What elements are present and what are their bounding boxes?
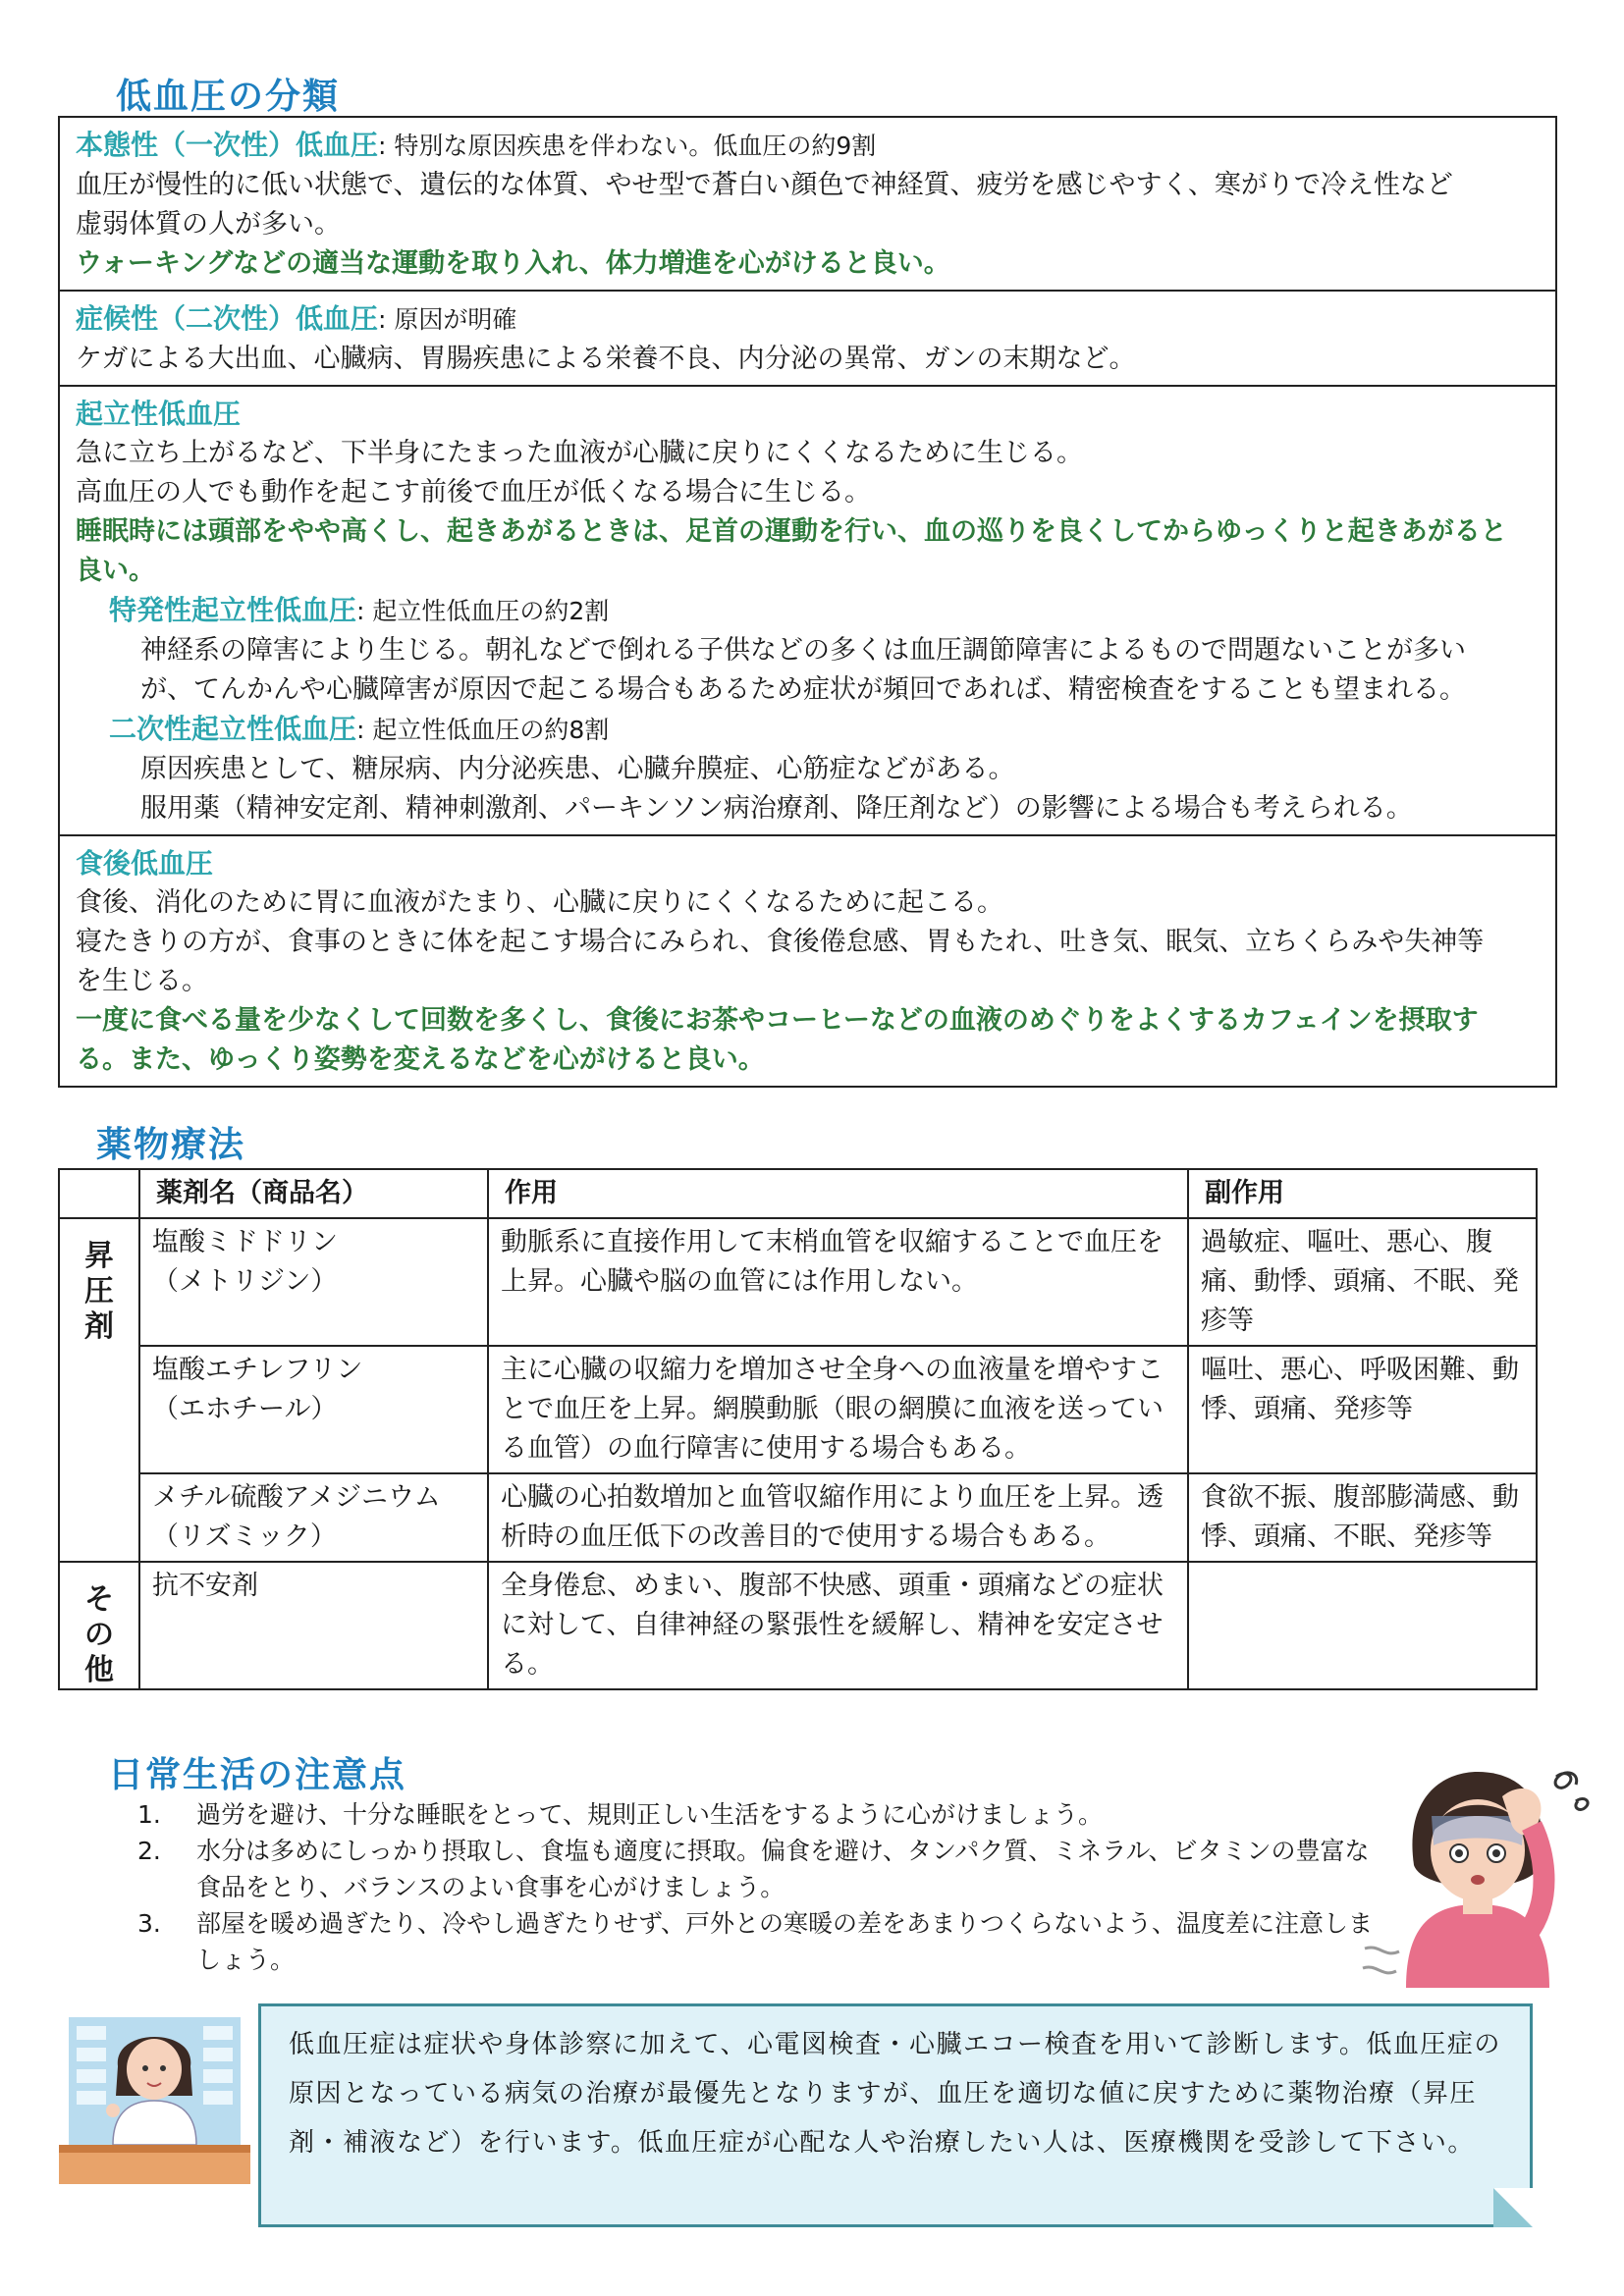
body-line: を生じる。 xyxy=(76,966,208,996)
body-line: 急に立ち上がるなど、下半身にたまった血液が心臓に戻りにくくなるために生じる。 xyxy=(76,438,1083,468)
body-line: 服用薬（精神安定剤、精神刺激剤、パーキンソン病治療剤、降圧剤など）の影響による場合も考えられる。 xyxy=(140,793,1413,824)
classification-box xyxy=(58,116,1557,1088)
section-note: : 原因が明確 xyxy=(378,305,517,334)
list-text: 水分は多めにしっかり摂取し、食塩も適度に摂取。偏食を避け、タンパク質、ミネラル、ビタミンの豊富な食品をとり、バランスのよい食事を心がけましょう。 xyxy=(196,1837,1370,1901)
drug-name-cell xyxy=(139,1346,488,1473)
section-title: 食後低血圧 xyxy=(76,847,214,880)
orthostatic-hypotension-section xyxy=(60,385,1555,834)
table-row xyxy=(59,1562,1537,1689)
drug-name-cell xyxy=(139,1562,488,1689)
section-note: : 特別な原因疾患を伴わない。低血圧の約9割 xyxy=(378,132,877,160)
drug-name-cell xyxy=(139,1473,488,1562)
advice-line: 睡眠時には頭部をやや高くし、起きあがるときは、足首の運動を行い、血の巡りを良くしてからゆっくりと起きあがると xyxy=(76,516,1507,547)
drug-name: 抗不安剤 xyxy=(152,1571,258,1601)
group-label-char: 昇 xyxy=(84,1239,114,1273)
body-line: ケガによる大出血、心臓病、胃腸疾患による栄養不良、内分泌の異常、ガンの末期など。 xyxy=(76,344,1136,374)
body-line: 神経系の障害により生じる。朝礼などで倒れる子供などの多くは血圧調節障害によるもので問題ないことが多い xyxy=(140,635,1466,666)
secondary-orthostatic-subsection-title xyxy=(76,710,1540,750)
table-row xyxy=(59,1473,1537,1562)
drug-brand: （メトリジン） xyxy=(152,1266,338,1297)
body-line: 虚弱体質の人が多い。 xyxy=(76,209,341,240)
advice-line: る。また、ゆっくり姿勢を変えるなどを心がけると良い。 xyxy=(76,1044,765,1075)
drug-name-cell xyxy=(139,1218,488,1346)
group-label-char: 剤 xyxy=(84,1309,114,1344)
body-line: 血圧が慢性的に低い状態で、遺伝的な体質、やせ型で蒼白い顔色で神経質、疲労を感じやすく、寒がりで冷え性など xyxy=(76,170,1453,200)
list-item xyxy=(137,1905,1375,1978)
drug-action: 全身倦怠、めまい、腹部不快感、頭重・頭痛などの症状に対して、自律神経の緊張性を緩解し、精神を安定させる。 xyxy=(488,1562,1188,1689)
body-line: 食後、消化のために胃に血液がたまり、心臓に戻りにくくなるために起こる。 xyxy=(76,887,1003,918)
subsection-title: 特発性起立性低血圧 xyxy=(109,594,357,626)
drug-action: 心臓の心拍数増加と血管収縮作用により血圧を上昇。透析時の血圧低下の改善目的で使用する場合もある。 xyxy=(488,1473,1188,1562)
body-line: 高血圧の人でも動作を起こす前後で血圧が低くなる場合に生じる。 xyxy=(76,477,871,507)
drug-brand: （リズミック） xyxy=(152,1522,337,1552)
advice-line: 一度に食べる量を少なくして回数を多くし、食後にお茶やコーヒーなどの血液のめぐりをよくするカフェインを摂取す xyxy=(76,1005,1479,1036)
idiopathic-subsection-title xyxy=(76,591,1540,631)
dizzy-woman-illustration xyxy=(1355,1757,1600,1993)
subsection-note: : 起立性低血圧の約2割 xyxy=(356,597,610,625)
drug-side-effects: 過敏症、嘔吐、悪心、腹痛、動悸、頭痛、不眠、発疹等 xyxy=(1188,1218,1537,1346)
header-blank-cell xyxy=(59,1169,139,1218)
group-label-other xyxy=(59,1562,139,1689)
page-curl-decoration xyxy=(1493,2188,1533,2227)
primary-hypotension-section xyxy=(60,118,1555,290)
secondary-hypotension-section xyxy=(60,290,1555,385)
header-side-effects: 副作用 xyxy=(1188,1169,1537,1218)
table-header-row xyxy=(59,1169,1537,1218)
header-action: 作用 xyxy=(488,1169,1188,1218)
group-label-char: の xyxy=(84,1618,114,1652)
drug-action: 動脈系に直接作用して末梢血管を収縮することで血圧を上昇。心臓や脳の血管には作用しない。 xyxy=(488,1218,1188,1346)
list-text: 部屋を暖め過ぎたり、冷やし過ぎたりせず、戸外との寒暖の差をあまりつくらないよう、温度差に注意しましょう。 xyxy=(196,1909,1374,1974)
body-line: 寝たきりの方が、食事のときに体を起こす場合にみられ、食後倦怠感、胃もたれ、吐き気、眠気、立ちくらみや失神等 xyxy=(76,927,1485,957)
drug-name: 塩酸ミドドリン xyxy=(152,1227,338,1257)
drug-table xyxy=(58,1168,1538,1690)
section-title: 本態性（一次性）低血圧 xyxy=(76,129,379,161)
drug-name: 塩酸エチレフリン xyxy=(152,1355,363,1385)
group-label-char: そ xyxy=(84,1582,114,1617)
pharmacist-illustration xyxy=(59,2012,250,2184)
classification-heading: 低血圧の分類 xyxy=(116,77,341,117)
daily-life-heading: 日常生活の注意点 xyxy=(108,1755,407,1795)
list-number: 2. xyxy=(137,1837,161,1865)
body-line: が、てんかんや心臓障害が原因で起こる場合もあるため症状が頻回であれば、精密検査をすることも望まれる。 xyxy=(140,674,1466,705)
drug-side-effects: 嘔吐、悪心、呼吸困難、動悸、頭痛、発疹等 xyxy=(1188,1346,1537,1473)
subsection-title: 二次性起立性低血圧 xyxy=(109,713,357,745)
subsection-note: : 起立性低血圧の約8割 xyxy=(356,716,610,744)
drug-side-effects xyxy=(1188,1562,1537,1689)
table-row xyxy=(59,1346,1537,1473)
drug-brand: （エホチール） xyxy=(152,1394,338,1424)
group-label-char: 圧 xyxy=(84,1274,114,1308)
drug-name: メチル硫酸アメジニウム xyxy=(152,1482,441,1513)
daily-life-list xyxy=(137,1796,1375,1978)
drug-therapy-heading: 薬物療法 xyxy=(96,1125,246,1165)
postprandial-hypotension-section xyxy=(60,834,1555,1086)
diagnosis-note-box xyxy=(258,2003,1533,2227)
advice-line: ウォーキングなどの適当な運動を取り入れ、体力増進を心がけると良い。 xyxy=(76,248,950,279)
group-label-pressor xyxy=(59,1218,139,1562)
note-text: 低血圧症は症状や身体診察に加えて、心電図検査・心臓エコー検査を用いて診断します。低血圧症の原因となっている病気の治療が最優先となりますが、血圧を適切な値に戻すために薬物治療（昇圧剤・補液など）を行います。低血圧症が心配な人や治療したい人は、医療機関を受診して下さい。 xyxy=(289,2030,1501,2158)
header-drug-name: 薬剤名（商品名） xyxy=(139,1169,488,1218)
section-title: 症候性（二次性）低血圧 xyxy=(76,302,379,335)
list-number: 3. xyxy=(137,1909,161,1938)
list-item xyxy=(137,1796,1375,1833)
list-number: 1. xyxy=(137,1800,161,1829)
list-item xyxy=(137,1833,1375,1905)
body-line: 原因疾患として、糖尿病、内分泌疾患、心臓弁膜症、心筋症などがある。 xyxy=(140,754,1015,784)
group-label-char: 他 xyxy=(84,1653,114,1687)
drug-side-effects: 食欲不振、腹部膨満感、動悸、頭痛、不眠、発疹等 xyxy=(1188,1473,1537,1562)
table-row xyxy=(59,1218,1537,1346)
advice-line: 良い。 xyxy=(76,556,155,586)
drug-action: 主に心臓の収縮力を増加させ全身への血液量を増やすことで血圧を上昇。網膜動脈（眼の網膜に血液を送っている血管）の血行障害に使用する場合もある。 xyxy=(488,1346,1188,1473)
section-title: 起立性低血圧 xyxy=(76,398,242,430)
list-text: 過労を避け、十分な睡眠をとって、規則正しい生活をするように心がけましょう。 xyxy=(196,1800,1104,1829)
